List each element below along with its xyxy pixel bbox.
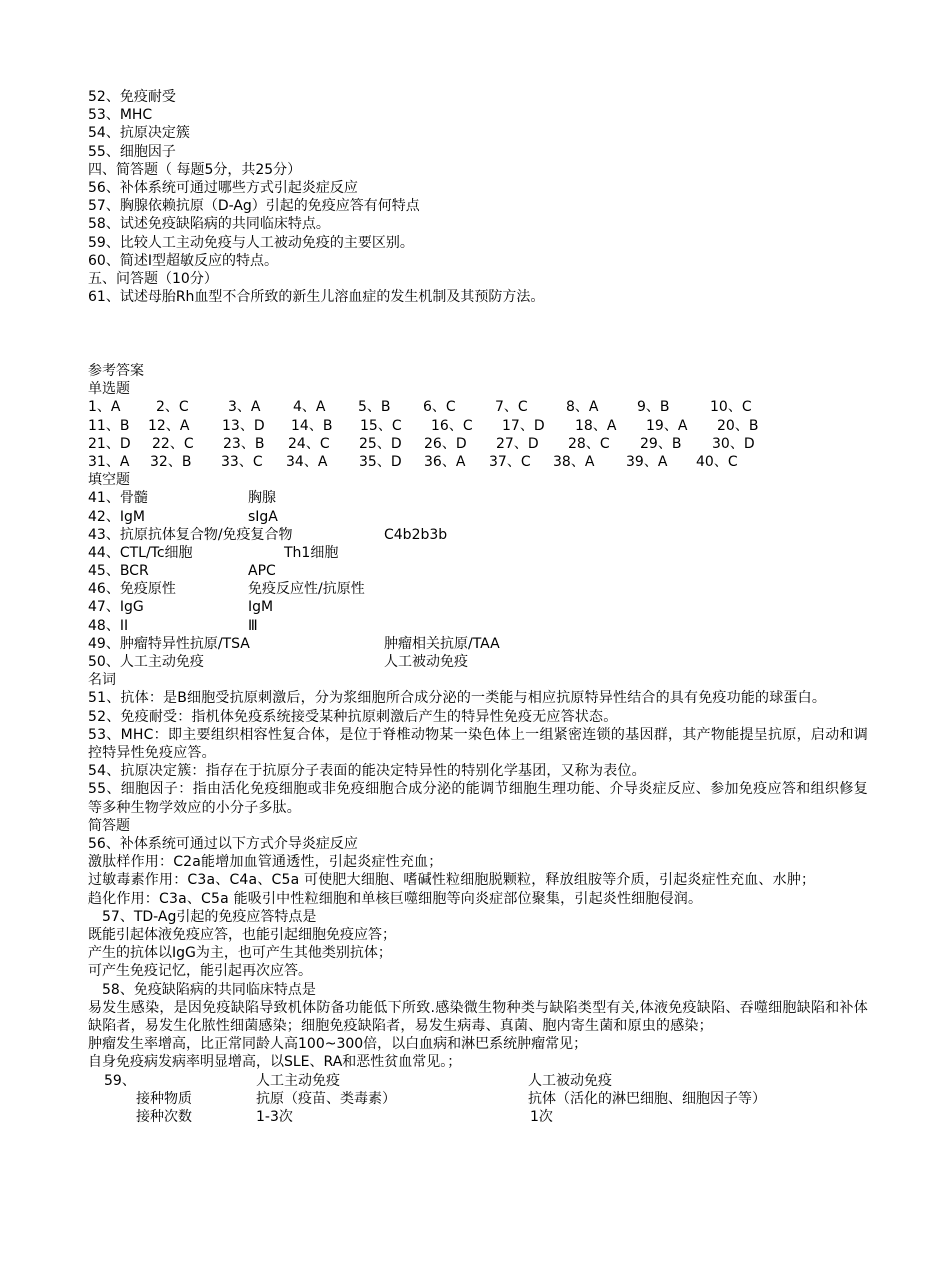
question-line: 54、抗原决定簇 [88,125,190,142]
fill-answer-second: 免疫反应性/抗原性 [248,581,365,598]
fill-answer-second: sIgA [248,508,278,525]
answer-cell: 6、C [423,399,456,416]
question-line: 60、简述Ⅰ型超敏反应的特点。 [88,252,278,269]
fill-answer-first: 49、肿瘤特异性抗原/TSA [88,635,250,652]
fill-answer-first: 47、IgG [88,599,144,616]
q59-passive-value: 1次 [530,1108,553,1125]
section-heading: 四、简答题（ 每题5分，共25分） [88,161,302,178]
fill-row [88,489,868,507]
fill-answer-first: 41、骨髓 [88,490,148,507]
q56-title: 56、补体系统可通过以下方式介导炎症反应 [88,835,358,852]
term-answer: 54、抗原决定簇：指存在于抗原分子表面的能决定特异性的特别化学基团，又称为表位。 [88,763,646,780]
fill-answer-first: 42、IgM [88,508,145,525]
q59-comparison-table [88,1072,868,1127]
answer-cell: 8、A [566,399,599,416]
answer-cell: 20、B [717,417,759,434]
answer-cell: 29、B [640,435,682,452]
question-line: 61、试述母胎Rh血型不合所致的新生儿溶血症的发生机制及其预防方法。 [88,289,545,306]
question-line: 55、细胞因子 [88,143,176,160]
q57-title: 57、TD-Ag引起的免疫应答特点是 [102,908,317,925]
term-answer: 55、细胞因子：指由活化免疫细胞或非免疫细胞合成分泌的能调节细胞生理功能、介导炎症反应、参加免疫应答和组织修复等多种生物学效应的小分子多肽。 [88,781,868,816]
fill-answer-second: Th1细胞 [284,544,339,561]
q59-active-value: 1-3次 [256,1108,293,1125]
answers-title: 参考答案 [88,363,144,379]
question-line: 58、试述免疫缺陷病的共同临床特点。 [88,216,330,233]
fill-row [88,580,868,598]
question-line: 59、比较人工主动免疫与人工被动免疫的主要区别。 [88,234,414,251]
answer-row [88,453,868,471]
q58-point: 易发生感染，是因免疫缺陷导致机体防备功能低下所致.感染微生物种类与缺陷类型有关,体液免疫缺陷、吞噬细胞缺陷和补体缺陷者，易发生化脓性细菌感染；细胞免疫缺陷者，易发生病毒、真菌、胞内寄生菌和原虫的感染； [88,999,868,1034]
q59-row [88,1108,868,1126]
question-line: 53、MHC [88,107,153,124]
answer-cell: 17、D [502,417,545,434]
answer-cell: 1、A [88,399,121,416]
answer-cell: 3、A [228,399,261,416]
q57-point: 可产生免疫记忆，能引起再次应答。 [88,963,312,980]
answer-row [88,417,868,435]
answer-cell: 23、B [223,435,265,452]
question-list [88,88,868,306]
fill-answer-second: 人工被动免疫 [384,654,468,670]
terms-heading: 名词 [88,672,116,689]
q58-point: 自身免疫病发病率明显增高，以SLE、RA和恶性贫血常见。； [88,1054,462,1071]
answer-cell: 35、D [359,453,402,470]
answer-cell: 16、C [431,417,473,434]
question-line: 52、免疫耐受 [88,89,176,105]
answer-cell: 14、B [291,417,333,434]
answer-cell: 5、B [358,399,391,416]
q59-col-active: 人工主动免疫 [256,1072,340,1089]
answer-cell: 36、A [424,453,466,470]
fill-answer-second: Ⅲ [248,617,258,634]
fill-row [88,526,868,544]
answer-cell: 13、D [222,417,265,434]
answer-cell: 9、B [637,399,670,416]
fill-answer-first: 46、免疫原性 [88,581,176,598]
answer-cell: 31、A [88,453,130,470]
answer-cell: 7、C [495,399,528,416]
q58-point: 肿瘤发生率增高，比正常同龄人高100~300倍，以白血病和淋巴系统肿瘤常见； [88,1036,588,1053]
answer-cell: 33、C [221,453,263,470]
q59-row-label: 接种次数 [136,1108,192,1125]
answer-row [88,435,868,453]
fill-row [88,635,868,653]
answer-cell: 4、A [293,399,326,416]
single-choice-grid [88,398,868,471]
answer-cell: 12、A [148,417,190,434]
term-answer: 53、MHC：即主要组织相容性复合体，是位于脊椎动物某一染色体上一组紧密连锁的基因群，其产物能提呈抗原，启动和调控特异性免疫应答。 [88,726,868,761]
fill-answer-first: 48、II [88,617,129,634]
fill-row [88,617,868,635]
answer-cell: 18、A [575,417,617,434]
q57-point: 既能引起体液免疫应答，也能引起细胞免疫应答； [88,926,396,943]
answer-cell: 37、C [489,453,531,470]
q56-point: 趋化作用：C3a、C5a 能吸引中性粒细胞和单核巨噬细胞等向炎症部位聚集，引起炎性细胞侵润。 [88,890,703,907]
answer-cell: 30、D [712,435,755,452]
answer-cell: 38、A [553,453,595,470]
term-answer: 52、免疫耐受：指机体免疫系统接受某种抗原刺激后产生的特异性免疫无应答状态。 [88,708,618,725]
single-choice-heading: 单选题 [88,381,130,398]
q59-active-value: 抗原（疫苗、类毒素） [256,1090,396,1107]
section-heading: 五、问答题（10分） [88,270,218,287]
answer-cell: 15、C [360,417,402,434]
short-answer-heading: 简答题 [88,817,130,834]
fill-answer-second: 胸腺 [248,490,276,507]
answer-cell: 25、D [359,435,402,452]
question-line: 56、补体系统可通过哪些方式引起炎症反应 [88,179,358,196]
q56-point: 激肽样作用：C2a能增加血管通透性，引起炎症性充血； [88,854,443,871]
fill-in-answers [88,489,868,671]
fill-answer-first: 50、人工主动免疫 [88,654,204,670]
q59-row [88,1090,868,1108]
q59-header-row [88,1072,868,1090]
question-line: 57、胸腺依赖抗原（D-Ag）引起的免疫应答有何特点 [88,198,420,215]
answer-row [88,398,868,416]
fill-row [88,544,868,562]
answer-cell: 28、C [568,435,610,452]
fill-answer-first: 43、抗原抗体复合物/免疫复合物 [88,526,293,543]
fill-answer-second: APC [248,563,276,580]
answer-cell: 26、D [424,435,467,452]
answer-cell: 40、C [696,453,738,470]
answer-cell: 11、B [88,417,130,434]
q59-row-label: 接种物质 [136,1090,192,1107]
answer-cell: 22、C [152,435,194,452]
answer-cell: 19、A [646,417,688,434]
fill-answer-second: C4b2b3b [384,526,448,543]
answer-cell: 24、C [288,435,330,452]
answer-section [88,362,868,1126]
answer-cell: 34、A [286,453,328,470]
fill-row [88,508,868,526]
q59-passive-value: 抗体（活化的淋巴细胞、细胞因子等） [528,1090,766,1107]
answer-cell: 2、C [156,399,189,416]
answer-cell: 39、A [626,453,668,470]
fill-heading: 填空题 [88,472,130,489]
fill-row [88,598,868,616]
fill-answer-first: 45、BCR [88,563,149,580]
q59-col-passive: 人工被动免疫 [528,1072,612,1089]
answer-cell: 10、C [710,399,752,416]
q56-point: 过敏毒素作用：C3a、C4a、C5a 可使肥大细胞、嗜碱性粒细胞脱颗粒，释放组胺等介质，引起炎症性充血、水肿； [88,872,816,889]
q59-number: 59、 [104,1072,136,1089]
fill-answer-second: IgM [248,599,274,616]
answer-cell: 32、B [150,453,192,470]
fill-row [88,653,868,671]
q58-title: 58、免疫缺陷病的共同临床特点是 [102,981,316,998]
term-answer: 51、抗体：是B细胞受抗原刺激后，分为浆细胞所合成分泌的一类能与相应抗原特异性结合的具有免疫功能的球蛋白。 [88,690,827,707]
answer-cell: 21、D [88,435,131,452]
fill-answer-first: 44、CTL/Tc细胞 [88,544,193,561]
answer-cell: 27、D [496,435,539,452]
fill-answer-second: 肿瘤相关抗原/TAA [384,635,500,652]
q57-point: 产生的抗体以IgG为主，也可产生其他类别抗体； [88,945,392,962]
fill-row [88,562,868,580]
